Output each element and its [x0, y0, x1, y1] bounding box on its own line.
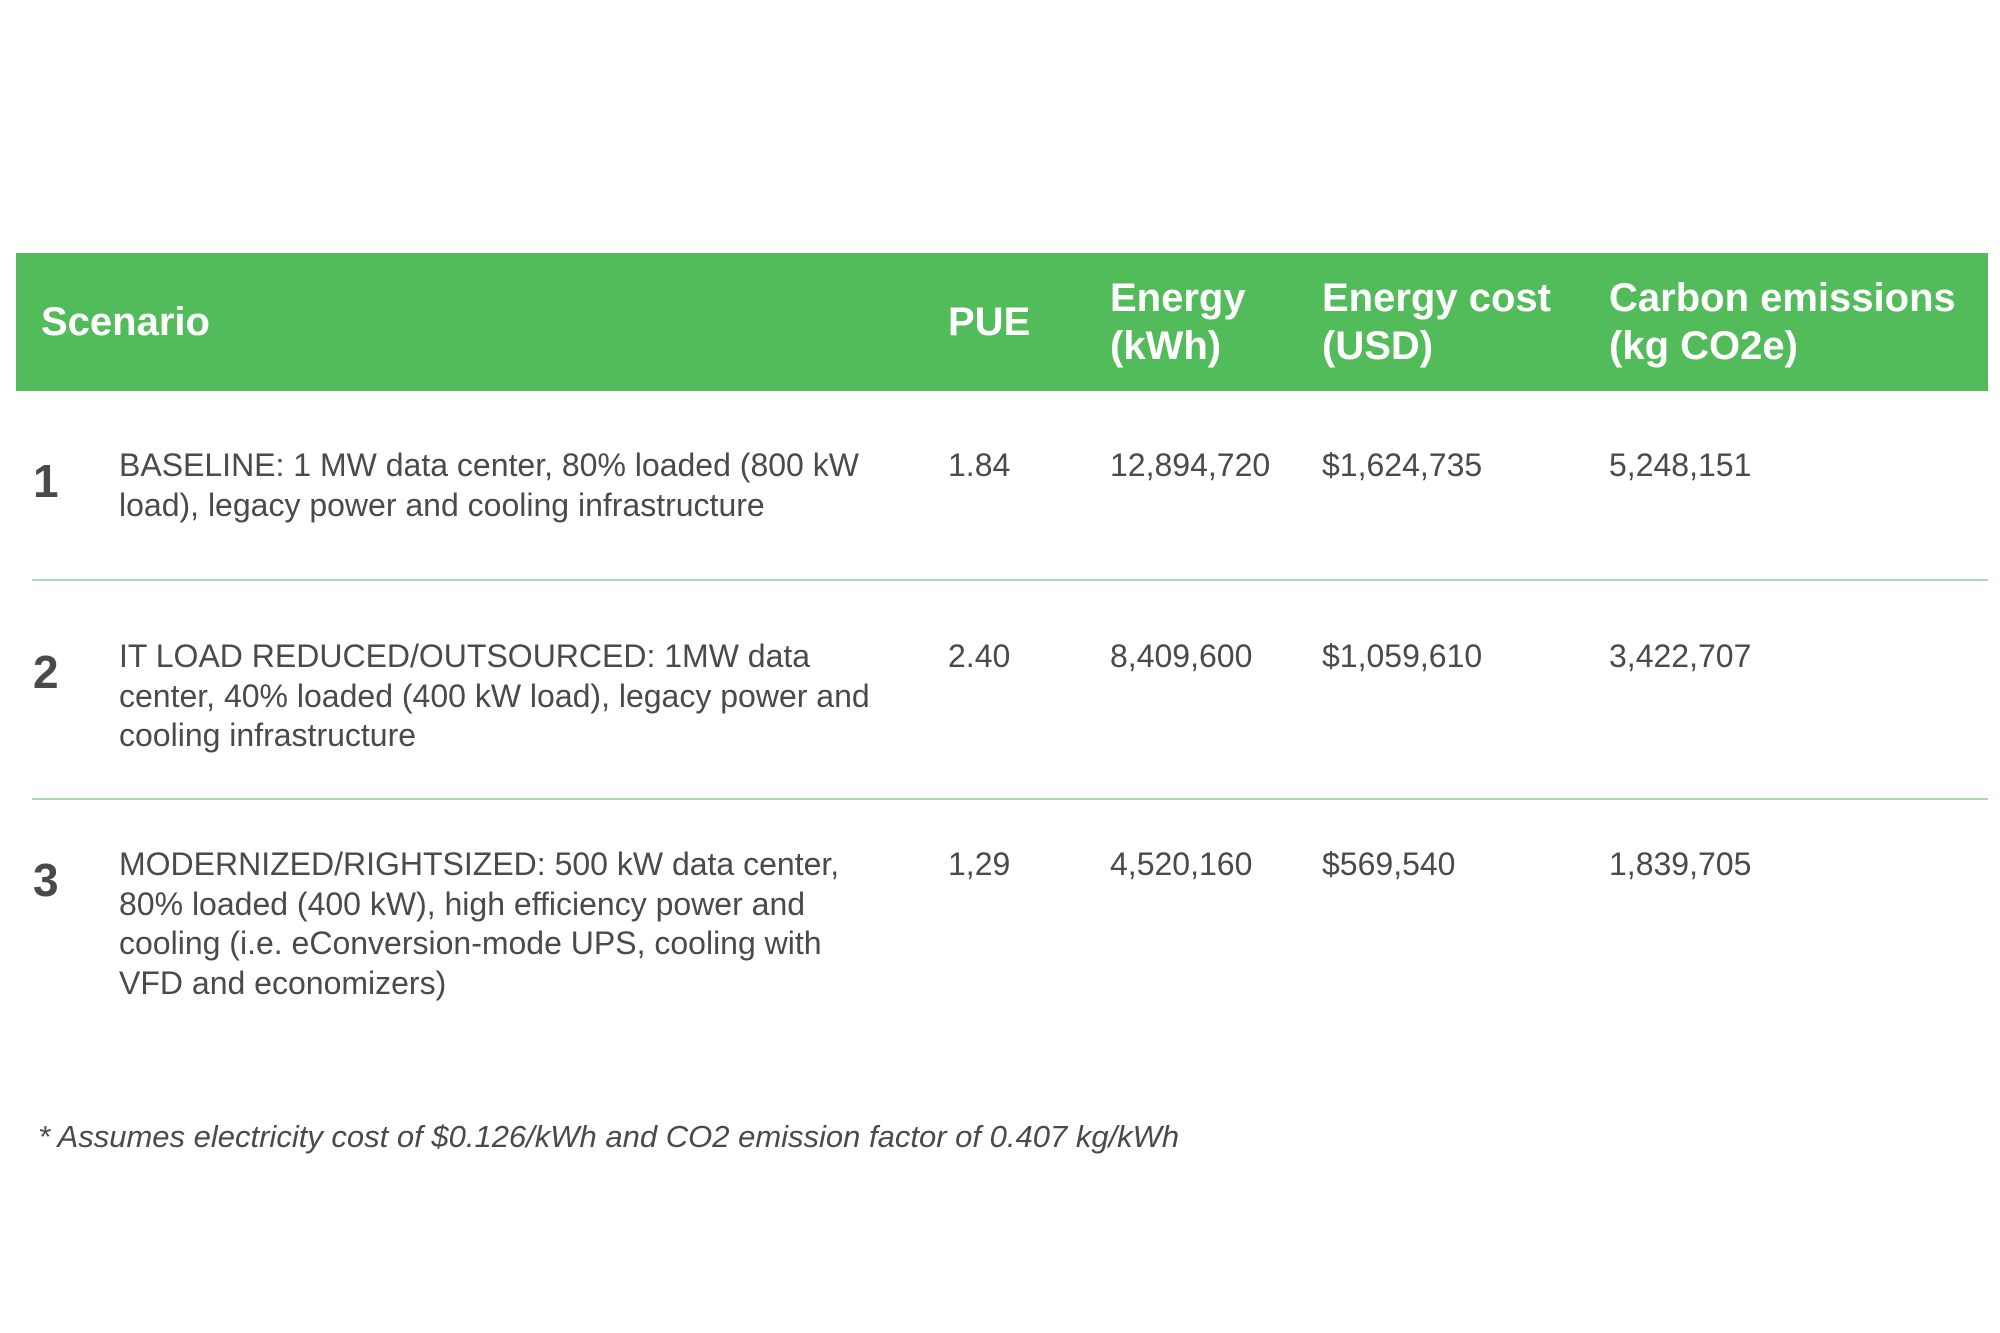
- header-energy-cost: [1322, 253, 1592, 391]
- energy-cost-value: $1,624,735: [1322, 447, 1483, 483]
- scenario-number: 2: [33, 646, 59, 698]
- carbon-emissions-value: 5,248,151: [1609, 447, 1752, 483]
- pue-value: 1.84: [948, 447, 1011, 483]
- carbon-emissions-value: 3,422,707: [1609, 638, 1752, 674]
- header-cost-line1: Energy cost: [1322, 276, 1551, 320]
- pue-value: 1,29: [948, 846, 1011, 882]
- energy-value: 8,409,600: [1110, 638, 1253, 674]
- header-energy-line1: Energy: [1110, 276, 1246, 320]
- header-scenario: [41, 253, 210, 391]
- energy-value: 12,894,720: [1110, 447, 1271, 483]
- header-carbon-line2: (kg CO2e): [1609, 324, 1798, 368]
- table-header: [16, 253, 1988, 391]
- scenario-description: MODERNIZED/RIGHTSIZED: 500 kW data center, 80% loaded (400 kW), high efficiency power and cooling (i.e. eConversion-mode UPS, cooling with VFD and economizers): [119, 846, 840, 1001]
- footnote: * Assumes electricity cost of $0.126/kWh and CO2 emission factor of 0.407 kg/kWh: [38, 1119, 1180, 1154]
- scenario-number: 3: [33, 854, 59, 906]
- scenario-number: 1: [33, 455, 59, 507]
- header-cost-line2: (USD): [1322, 324, 1434, 368]
- carbon-emissions-value: 1,839,705: [1609, 846, 1752, 882]
- scenario-description: IT LOAD REDUCED/OUTSOURCED: 1MW data center, 40% loaded (400 kW load), legacy power and cooling infrastructure: [119, 638, 870, 753]
- row-divider: [32, 579, 1988, 581]
- energy-cost-value: $569,540: [1322, 846, 1456, 882]
- header-energy: [1110, 253, 1310, 391]
- header-scenario-label: Scenario: [41, 300, 210, 344]
- energy-value: 4,520,160: [1110, 846, 1253, 882]
- pue-value: 2.40: [948, 638, 1011, 674]
- comparison-table: [16, 253, 1988, 391]
- scenario-description: BASELINE: 1 MW data center, 80% loaded (800 kW load), legacy power and cooling infrastructure: [119, 447, 859, 523]
- header-carbon-emissions: [1609, 253, 1979, 391]
- header-pue-label: PUE: [948, 300, 1031, 344]
- header-energy-line2: (kWh): [1110, 324, 1222, 368]
- header-carbon-line1: Carbon emissions: [1609, 276, 1956, 320]
- energy-cost-value: $1,059,610: [1322, 638, 1483, 674]
- header-pue: [948, 253, 1030, 391]
- row-divider: [32, 798, 1988, 800]
